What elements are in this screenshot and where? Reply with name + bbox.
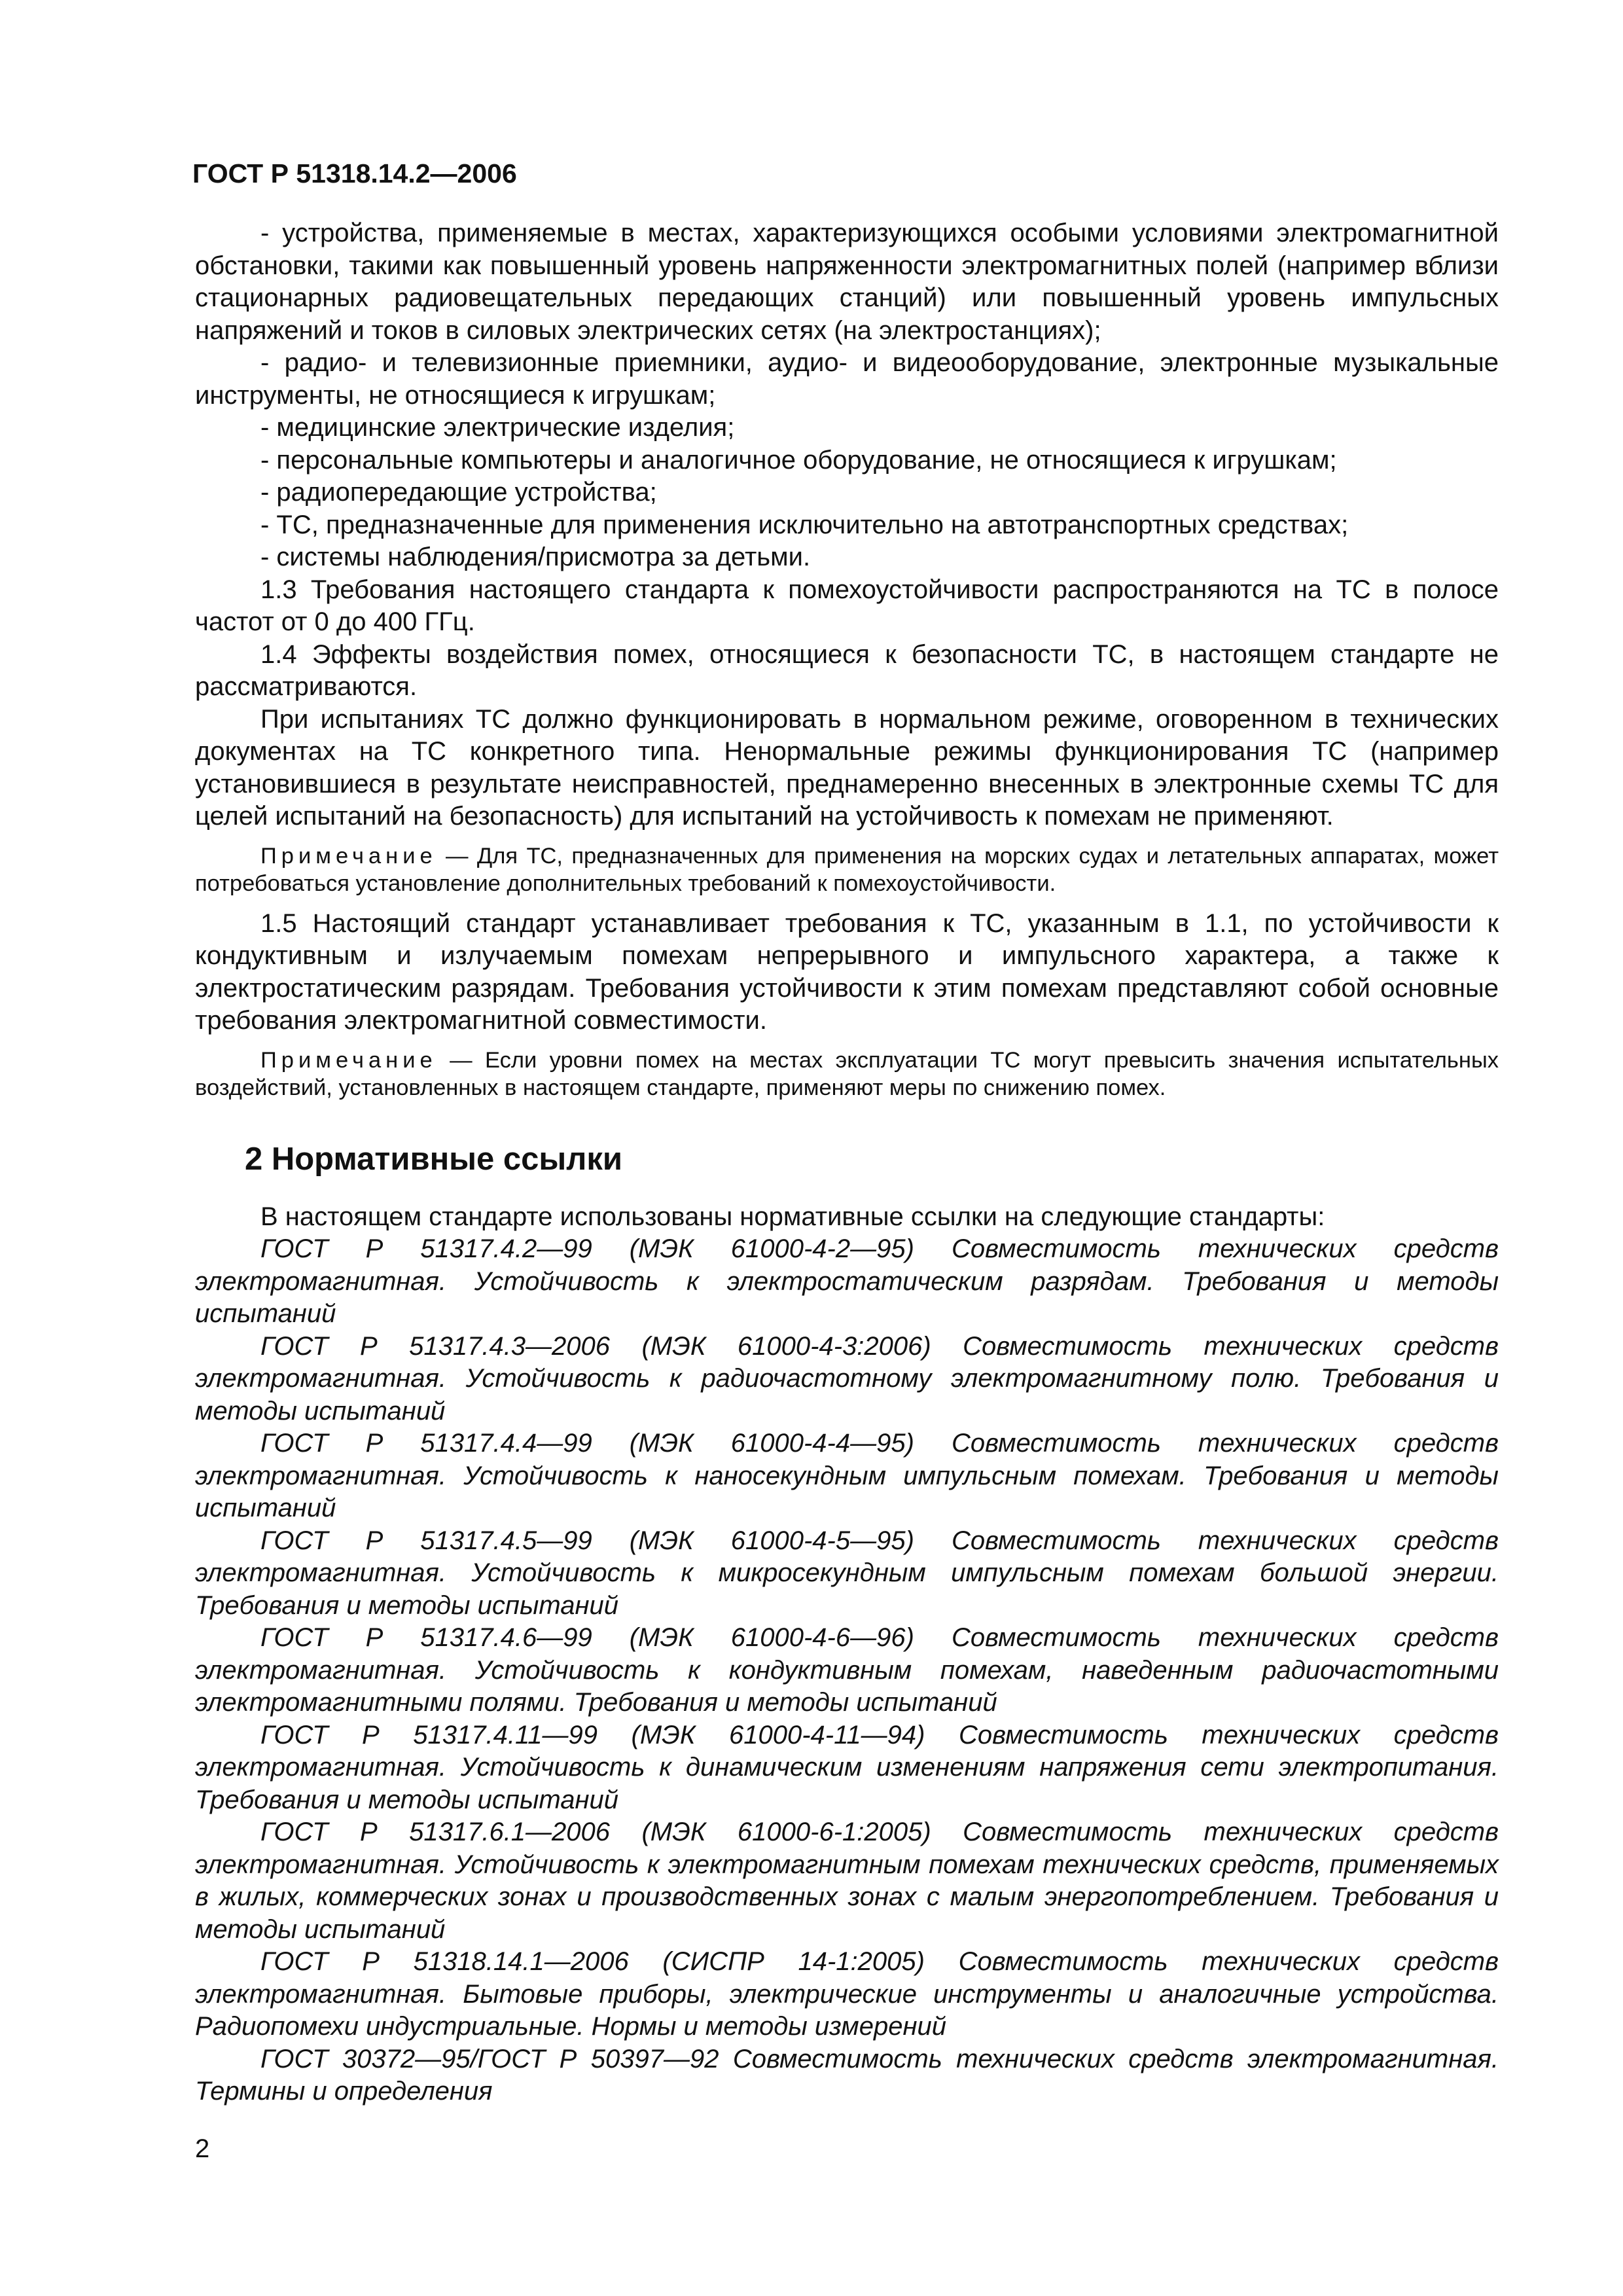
note-label: Примечание bbox=[260, 1047, 437, 1073]
section-2-intro: В настоящем стандарте использованы нормативные ссылки на следующие стандарты: bbox=[260, 1202, 1325, 1231]
reference-item: ГОСТ Р 51317.4.4—99 (МЭК 61000-4-4—95) Совместимость технических средств электромагнитная. Устойчивость к наносекундным импульсным помехам. Требования и методы испытаний bbox=[195, 1429, 1499, 1522]
list-item: - системы наблюдения/присмотра за детьми. bbox=[260, 543, 811, 571]
reference-item: ГОСТ Р 51317.4.11—99 (МЭК 61000-4-11—94) Совместимость технических средств электромагнитная. Устойчивость к динамическим изменениям напряжения сети электропитания. Требования и методы испытаний bbox=[195, 1720, 1499, 1814]
note-text: — Для ТС, предназначенных для применения на морских судах и летательных аппаратах, может потребоваться установление дополнительных требований к помехоустойчивости. bbox=[195, 843, 1499, 896]
note-2 bbox=[195, 1047, 1499, 1102]
clause-1-3: 1.3 Требования настоящего стандарта к помехоустойчивости распространяются на ТС в полосе частот от 0 до 400 ГГц. bbox=[195, 575, 1499, 636]
reference-item: ГОСТ Р 51317.4.6—99 (МЭК 61000-4-6—96) Совместимость технических средств электромагнитная. Устойчивость к кондуктивным помехам, наведенным радиочастотными электромагнитными полями. Требования и методы испытаний bbox=[195, 1623, 1499, 1717]
note-1 bbox=[195, 842, 1499, 897]
list-item: - ТС, предназначенные для применения исключительно на автотранспортных средствах; bbox=[260, 510, 1349, 539]
reference-item: ГОСТ 30372—95/ГОСТ Р 50397—92 Совместимость технических средств электромагнитная. Термины и определения bbox=[195, 2044, 1499, 2106]
list-item: - устройства, применяемые в местах, характеризующихся особыми условиями электромагнитной обстановки, такими как повышенный уровень напряженности электромагнитных полей (например вблизи стационарных радиовещательных передающих станций) или повышенный уровень импульсных напряжений и токов в силовых электрических сетях (на электростанциях); bbox=[195, 219, 1499, 345]
list-item: - радио- и телевизионные приемники, аудио- и видеооборудование, электронные музыкальные инструменты, не относящиеся к игрушкам; bbox=[195, 348, 1499, 410]
list-item: - радиопередающие устройства; bbox=[260, 478, 657, 507]
document-code-header: ГОСТ Р 51318.14.2—2006 bbox=[192, 158, 517, 188]
document-page bbox=[192, 157, 1499, 2108]
clause-1-4-paragraph: При испытаниях ТС должно функционировать в нормальном режиме, оговоренном в технических документах на ТС конкретного типа. Ненормальные режимы функционирования ТС (например установившиеся в результате неисправностей, преднамеренно внесенных в электронные схемы ТС для целей испытаний на безопасность) для испытаний на устойчивость к помехам не применяют. bbox=[195, 704, 1499, 831]
section-2-title: 2 Нормативные ссылки bbox=[245, 1141, 622, 1177]
scope-exclusions-list bbox=[195, 217, 1499, 574]
reference-item: ГОСТ Р 51317.4.3—2006 (МЭК 61000-4-3:2006) Совместимость технических средств электромагнитная. Устойчивость к радиочастотному электромагнитному полю. Требования и методы испытаний bbox=[195, 1331, 1499, 1426]
normative-references-list bbox=[195, 1233, 1499, 2108]
clause-1-5: 1.5 Настоящий стандарт устанавливает требования к ТС, указанным в 1.1, по устойчивости к кондуктивным и излучаемым помехам непрерывного и импульсного характера, а также к электростатическим разрядам. Требования устойчивости к этим помехам представляют собой основные требования электромагнитной совместимости. bbox=[195, 908, 1499, 1035]
list-item: - медицинские электрические изделия; bbox=[260, 413, 735, 442]
clause-1-4: 1.4 Эффекты воздействия помех, относящиеся к безопасности ТС, в настоящем стандарте не рассматриваются. bbox=[195, 639, 1499, 701]
note-text: — Если уровни помех на местах эксплуатации ТС могут превысить значения испытательных воздействий, установленных в настоящем стандарте, применяют меры по снижению помех. bbox=[195, 1047, 1499, 1100]
reference-item: ГОСТ Р 51317.6.1—2006 (МЭК 61000-6-1:2005) Совместимость технических средств электромагнитная. Устойчивость к электромагнитным помехам технических средств, применяемых в жилых, коммерческих зонах и производственных зонах с малым энергопотреблением. Требования и методы испытаний bbox=[195, 1818, 1499, 1944]
reference-item: ГОСТ Р 51317.4.5—99 (МЭК 61000-4-5—95) Совместимость технических средств электромагнитная. Устойчивость к микросекундным импульсным помехам большой энергии. Требования и методы испытаний bbox=[195, 1526, 1499, 1620]
reference-item: ГОСТ Р 51317.4.2—99 (МЭК 61000-4-2—95) Совместимость технических средств электромагнитная. Устойчивость к электростатическим разрядам. Требования и методы испытаний bbox=[195, 1234, 1499, 1328]
reference-item: ГОСТ Р 51318.14.1—2006 (СИСПР 14-1:2005) Совместимость технических средств электромагнитная. Бытовые приборы, электрические инструменты и аналогичные устройства. Радиопомехи индустриальные. Нормы и методы измерений bbox=[195, 1947, 1499, 2041]
page-number: 2 bbox=[195, 2134, 210, 2163]
list-item: - персональные компьютеры и аналогичное оборудование, не относящиеся к игрушкам; bbox=[260, 445, 1337, 475]
note-label: Примечание bbox=[260, 843, 437, 869]
